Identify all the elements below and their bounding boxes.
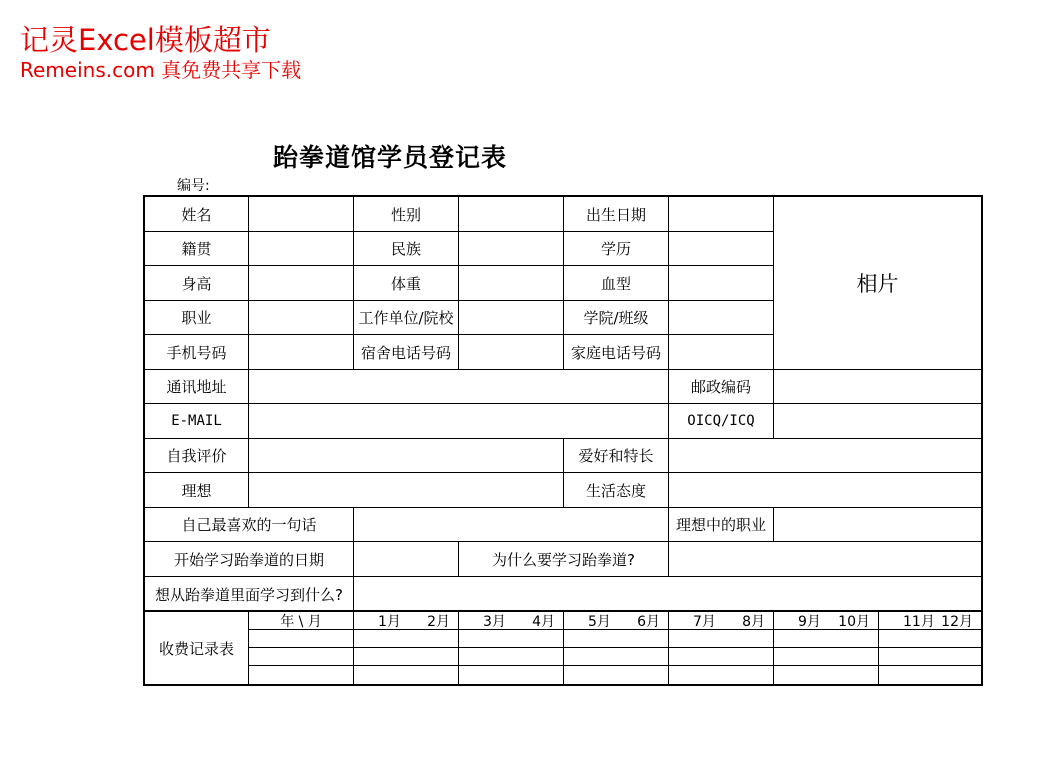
- input-birth-date[interactable]: [669, 197, 774, 232]
- fee-cell[interactable]: [879, 666, 981, 684]
- fee-cell[interactable]: [669, 630, 774, 648]
- label-hobby: 爱好和特长: [564, 439, 669, 473]
- label-ideal: 理想: [145, 473, 249, 508]
- input-qq[interactable]: [774, 404, 981, 439]
- label-occupation: 职业: [145, 301, 249, 335]
- photo-box[interactable]: 相片: [774, 197, 981, 370]
- fee-cell[interactable]: [354, 648, 459, 666]
- label-fee-record: 收费记录表: [145, 612, 249, 684]
- registration-form: [143, 195, 983, 686]
- label-life-attitude: 生活态度: [564, 473, 669, 508]
- month-11: 11月: [903, 613, 935, 630]
- fee-cell[interactable]: [669, 666, 774, 684]
- label-year-month: 年 \ 月: [249, 612, 354, 630]
- label-height: 身高: [145, 266, 249, 301]
- label-qq: OICQ/ICQ: [669, 404, 774, 439]
- label-favorite-quote: 自己最喜欢的一句话: [145, 508, 354, 542]
- input-ideal[interactable]: [249, 473, 564, 508]
- fee-cell[interactable]: [879, 648, 981, 666]
- fee-cell[interactable]: [354, 666, 459, 684]
- month-header-3-4: [459, 612, 564, 630]
- fee-cell[interactable]: [774, 666, 879, 684]
- label-weight: 体重: [354, 266, 459, 301]
- fee-cell[interactable]: [879, 630, 981, 648]
- fee-year-cell[interactable]: [249, 666, 354, 684]
- month-8: 8月: [742, 613, 765, 630]
- label-education: 学历: [564, 232, 669, 266]
- month-header-11-12: [879, 612, 981, 630]
- label-postcode: 邮政编码: [669, 370, 774, 404]
- month-header-7-8: [669, 612, 774, 630]
- input-height[interactable]: [249, 266, 354, 301]
- fee-cell[interactable]: [354, 630, 459, 648]
- input-email[interactable]: [249, 404, 669, 439]
- label-address: 通讯地址: [145, 370, 249, 404]
- label-home-phone: 家庭电话号码: [564, 335, 669, 370]
- fee-cell[interactable]: [774, 648, 879, 666]
- input-workplace[interactable]: [459, 301, 564, 335]
- serial-number-label: 编号:: [177, 178, 210, 194]
- input-life-attitude[interactable]: [669, 473, 981, 508]
- label-ideal-job: 理想中的职业: [669, 508, 774, 542]
- input-ideal-job[interactable]: [774, 508, 981, 542]
- label-gender: 性别: [354, 197, 459, 232]
- input-name[interactable]: [249, 197, 354, 232]
- fee-cell[interactable]: [459, 648, 564, 666]
- label-birth-date: 出生日期: [564, 197, 669, 232]
- label-name: 姓名: [145, 197, 249, 232]
- fee-cell[interactable]: [669, 648, 774, 666]
- input-address[interactable]: [249, 370, 669, 404]
- input-gender[interactable]: [459, 197, 564, 232]
- label-start-date: 开始学习跆拳道的日期: [145, 542, 354, 577]
- fee-year-cell[interactable]: [249, 630, 354, 648]
- fee-cell[interactable]: [564, 648, 669, 666]
- label-email: E-MAIL: [145, 404, 249, 439]
- form-title: 跆拳道馆学员登记表: [273, 143, 508, 172]
- input-home-phone[interactable]: [669, 335, 774, 370]
- input-occupation[interactable]: [249, 301, 354, 335]
- input-ethnicity[interactable]: [459, 232, 564, 266]
- month-header-9-10: [774, 612, 879, 630]
- input-self-evaluation[interactable]: [249, 439, 564, 473]
- fee-year-cell[interactable]: [249, 648, 354, 666]
- watermark-url: Remeins.com 真免费共享下载: [20, 58, 302, 82]
- label-workplace: 工作单位/院校: [354, 301, 459, 335]
- label-dorm-phone: 宿舍电话号码: [354, 335, 459, 370]
- fee-cell[interactable]: [564, 666, 669, 684]
- month-2: 2月: [427, 613, 450, 630]
- input-blood-type[interactable]: [669, 266, 774, 301]
- month-1: 1月: [378, 613, 401, 630]
- label-want-to-learn: 想从跆拳道里面学习到什么?: [145, 577, 354, 611]
- month-header-5-6: [564, 612, 669, 630]
- input-want-to-learn[interactable]: [354, 577, 981, 611]
- input-start-date[interactable]: [354, 542, 459, 577]
- fee-cell[interactable]: [459, 630, 564, 648]
- month-6: 6月: [637, 613, 660, 630]
- input-college-class[interactable]: [669, 301, 774, 335]
- input-why-learn[interactable]: [669, 542, 981, 577]
- month-5: 5月: [588, 613, 611, 630]
- month-9: 9月: [798, 613, 821, 630]
- label-blood-type: 血型: [564, 266, 669, 301]
- label-ethnicity: 民族: [354, 232, 459, 266]
- input-mobile[interactable]: [249, 335, 354, 370]
- input-favorite-quote[interactable]: [354, 508, 669, 542]
- label-mobile: 手机号码: [145, 335, 249, 370]
- label-why-learn: 为什么要学习跆拳道?: [459, 542, 669, 577]
- month-3: 3月: [483, 613, 506, 630]
- watermark-brand: 记灵Excel模板超市: [20, 23, 271, 57]
- label-self-evaluation: 自我评价: [145, 439, 249, 473]
- input-native-place[interactable]: [249, 232, 354, 266]
- input-dorm-phone[interactable]: [459, 335, 564, 370]
- fee-cell[interactable]: [564, 630, 669, 648]
- month-7: 7月: [693, 613, 716, 630]
- label-college-class: 学院/班级: [564, 301, 669, 335]
- month-12: 12月: [941, 613, 973, 630]
- input-weight[interactable]: [459, 266, 564, 301]
- input-education[interactable]: [669, 232, 774, 266]
- month-header-1-2: [354, 612, 459, 630]
- label-native-place: 籍贯: [145, 232, 249, 266]
- month-4: 4月: [532, 613, 555, 630]
- input-hobby[interactable]: [669, 439, 981, 473]
- input-postcode[interactable]: [774, 370, 981, 404]
- fee-cell[interactable]: [774, 630, 879, 648]
- fee-cell[interactable]: [459, 666, 564, 684]
- month-10: 10月: [838, 613, 870, 630]
